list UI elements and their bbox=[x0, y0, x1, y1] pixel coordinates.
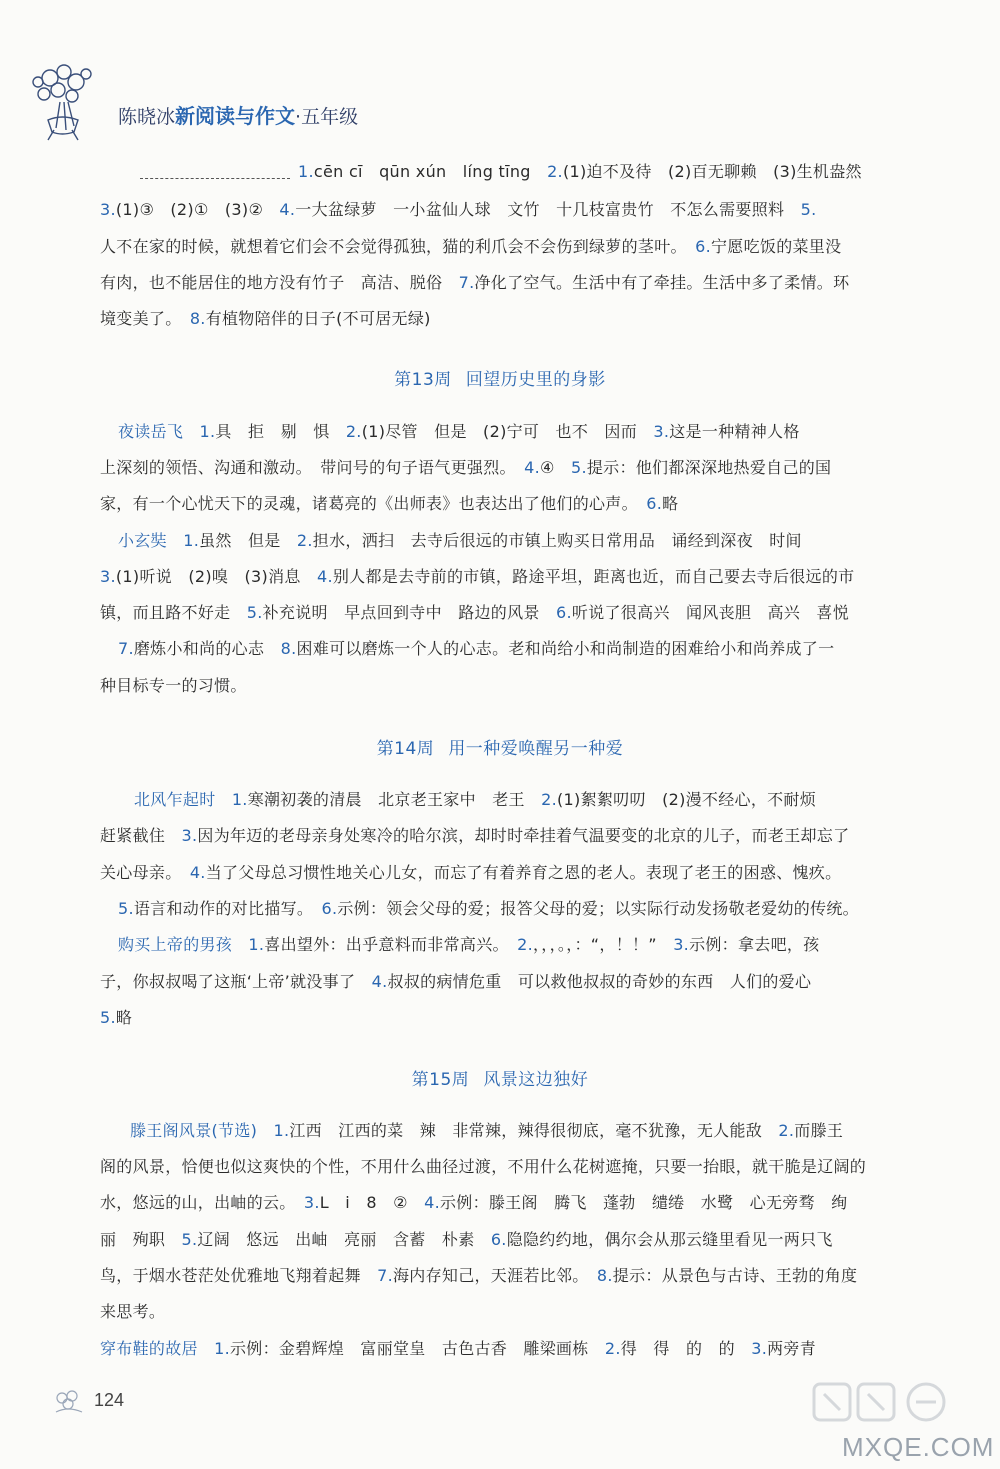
answer-line: 上深刻的领悟、沟通和激动。 带问号的句子语气更强烈。 4.④ 5.提示：他们都深深地热爱自己的国 bbox=[100, 458, 832, 477]
book-title bbox=[118, 100, 358, 129]
answer-line: 7.磨炼小和尚的心志 8.困难可以磨炼一个人的心志。老和尚给小和尚制造的困难给小和尚养成了一 bbox=[118, 639, 835, 658]
answer-line: 3.(1)③ (2)① (3)② 4.一大盆绿萝 一小盆仙人球 文竹 十几枝富贵竹 不怎么需要照料 5. bbox=[100, 200, 817, 219]
answer-line: 5.略 bbox=[100, 1008, 133, 1027]
answer-line: 鸟，于烟水苍茫处优雅地飞翔着起舞 7.海内存知己，天涯若比邻。 8.提示：从景色与古诗、王勃的角度 bbox=[100, 1266, 858, 1285]
answer-line: 夜读岳飞 1.具 拒 剔 惧 2.(1)尽管 但是 (2)宁可 也不 因而 3.这是一种精神人格 bbox=[118, 422, 800, 441]
answer-line: 滕王阁风景(节选) 1.江西 江西的菜 辣 非常辣，辣得很彻底，毫不犹豫，无人能敌 2.而滕王 bbox=[130, 1121, 844, 1140]
week-heading-13: 第13周 回望历史里的身影 bbox=[394, 370, 606, 390]
answer-line: 关心母亲。 4.当了父母总习惯性地关心儿女，而忘了有着养育之恩的老人。表现了老王的困惑、愧疚。 bbox=[100, 863, 842, 882]
answer-line: 阁的风景，恰便也似这爽快的个性，不用什么曲径过渡，不用什么花树遮掩，只要一抬眼，就干脆是辽阔的 bbox=[100, 1157, 867, 1176]
grade-label: 五年级 bbox=[301, 106, 359, 128]
answer-line: 穿布鞋的故居 1.示例：金碧辉煌 富丽堂皇 古色古香 雕梁画栋 2.得 得 的 的 3.两旁青 bbox=[100, 1339, 816, 1358]
article-label: 滕王阁风景(节选) bbox=[130, 1121, 258, 1140]
separator-dot: · bbox=[295, 106, 302, 128]
answer-line: 5.语言和动作的对比描写。 6.示例：领会父母的爱；报答父母的爱；以实际行动发扬敬老爱幼的传统。 bbox=[118, 899, 859, 918]
answer-line: 丽 殉职 5.辽阔 悠远 出岫 亮丽 含蓄 朴素 6.隐隐约约地，偶尔会从那云缝里看见一两只飞 bbox=[100, 1230, 833, 1249]
answer-line: 种目标专一的习惯。 bbox=[100, 676, 247, 695]
answer-line: 来思考。 bbox=[100, 1302, 166, 1321]
week-heading-14: 第14周 用一种爱唤醒另一种爱 bbox=[376, 739, 624, 759]
answer-line: 小玄奘 1.虽然 但是 2.担水，洒扫 去寺后很远的市镇上购买日常用品 诵经到深夜 时间 bbox=[118, 531, 802, 550]
author-name: 陈晓冰 bbox=[118, 106, 176, 128]
series-title: 新阅读与作文 bbox=[175, 104, 296, 128]
watermark-text: MXQE.COM bbox=[842, 1432, 995, 1462]
week-heading-15: 第15周 风景这边独好 bbox=[411, 1070, 589, 1090]
answer-line: 子，你叔叔喝了这瓶‘上帝’就没事了 4.叔叔的病情危重 可以救他叔叔的奇妙的东西 人们的爱心 bbox=[100, 972, 812, 991]
answer-line: 水，悠远的山，出岫的云。 3.L i 8 ② 4.示例：滕王阁 腾飞 蓬勃 缱绻 水鹭 心无旁骛 绚 bbox=[100, 1193, 848, 1212]
answer-line: 1.cēn cī qūn xún líng tīng 2.(1)迫不及待 (2)百无聊赖 (3)生机盎然 bbox=[140, 161, 908, 183]
answer-line: 境变美了。 8.有植物陪伴的日子(不可居无绿) bbox=[100, 309, 431, 328]
blank-line bbox=[140, 166, 290, 179]
article-label: 夜读岳飞 bbox=[118, 422, 184, 441]
answer-line: 家，有一个心忧天下的灵魂，诸葛亮的《出师表》也表达出了他们的心声。 6.略 bbox=[100, 494, 679, 513]
flower-ornament-icon bbox=[48, 1386, 88, 1416]
article-label: 购买上帝的男孩 bbox=[118, 935, 233, 954]
answer-line: 赶紧截住 3.因为年迈的老母亲身处寒冷的哈尔滨，却时时牵挂着气温要变的北京的儿子，而老王却忘了 bbox=[100, 826, 850, 845]
answer-line: 购买上帝的男孩 1.喜出望外：出乎意料而非常高兴。 2.，，，。，：“，！！” 3.示例：拿去吧，孩 bbox=[118, 935, 820, 954]
flower-bouquet-logo bbox=[20, 58, 115, 143]
article-label: 小玄奘 bbox=[118, 531, 167, 550]
page-number: 124 bbox=[94, 1390, 125, 1410]
answer-line: 北风乍起时 1.寒潮初袭的清晨 北京老王家中 老王 2.(1)絮絮叨叨 (2)漫不经心，不耐烦 bbox=[134, 790, 817, 809]
answer-line: 有肉，也不能居住的地方没有竹子 高洁、脱俗 7.净化了空气。生活中有了牵挂。生活中多了柔情。环 bbox=[100, 273, 850, 292]
answer-line: 人不在家的时候，就想着它们会不会觉得孤独，猫的利爪会不会伤到绿萝的茎叶。 6.宁愿吃饭的菜里没 bbox=[100, 237, 842, 256]
answer-line: 3.(1)听说 (2)嗅 (3)消息 4.别人都是去寺前的市镇，路途平坦，距离也近，而自己要去寺后很远的市 bbox=[100, 567, 855, 586]
article-label: 北风乍起时 bbox=[134, 790, 216, 809]
article-label: 穿布鞋的故居 bbox=[100, 1339, 198, 1358]
header bbox=[20, 58, 620, 148]
answer-line: 镇，而且路不好走 5.补充说明 早点回到寺中 路边的风景 6.听说了很高兴 闻风丧胆 高兴 喜悦 bbox=[100, 603, 849, 622]
